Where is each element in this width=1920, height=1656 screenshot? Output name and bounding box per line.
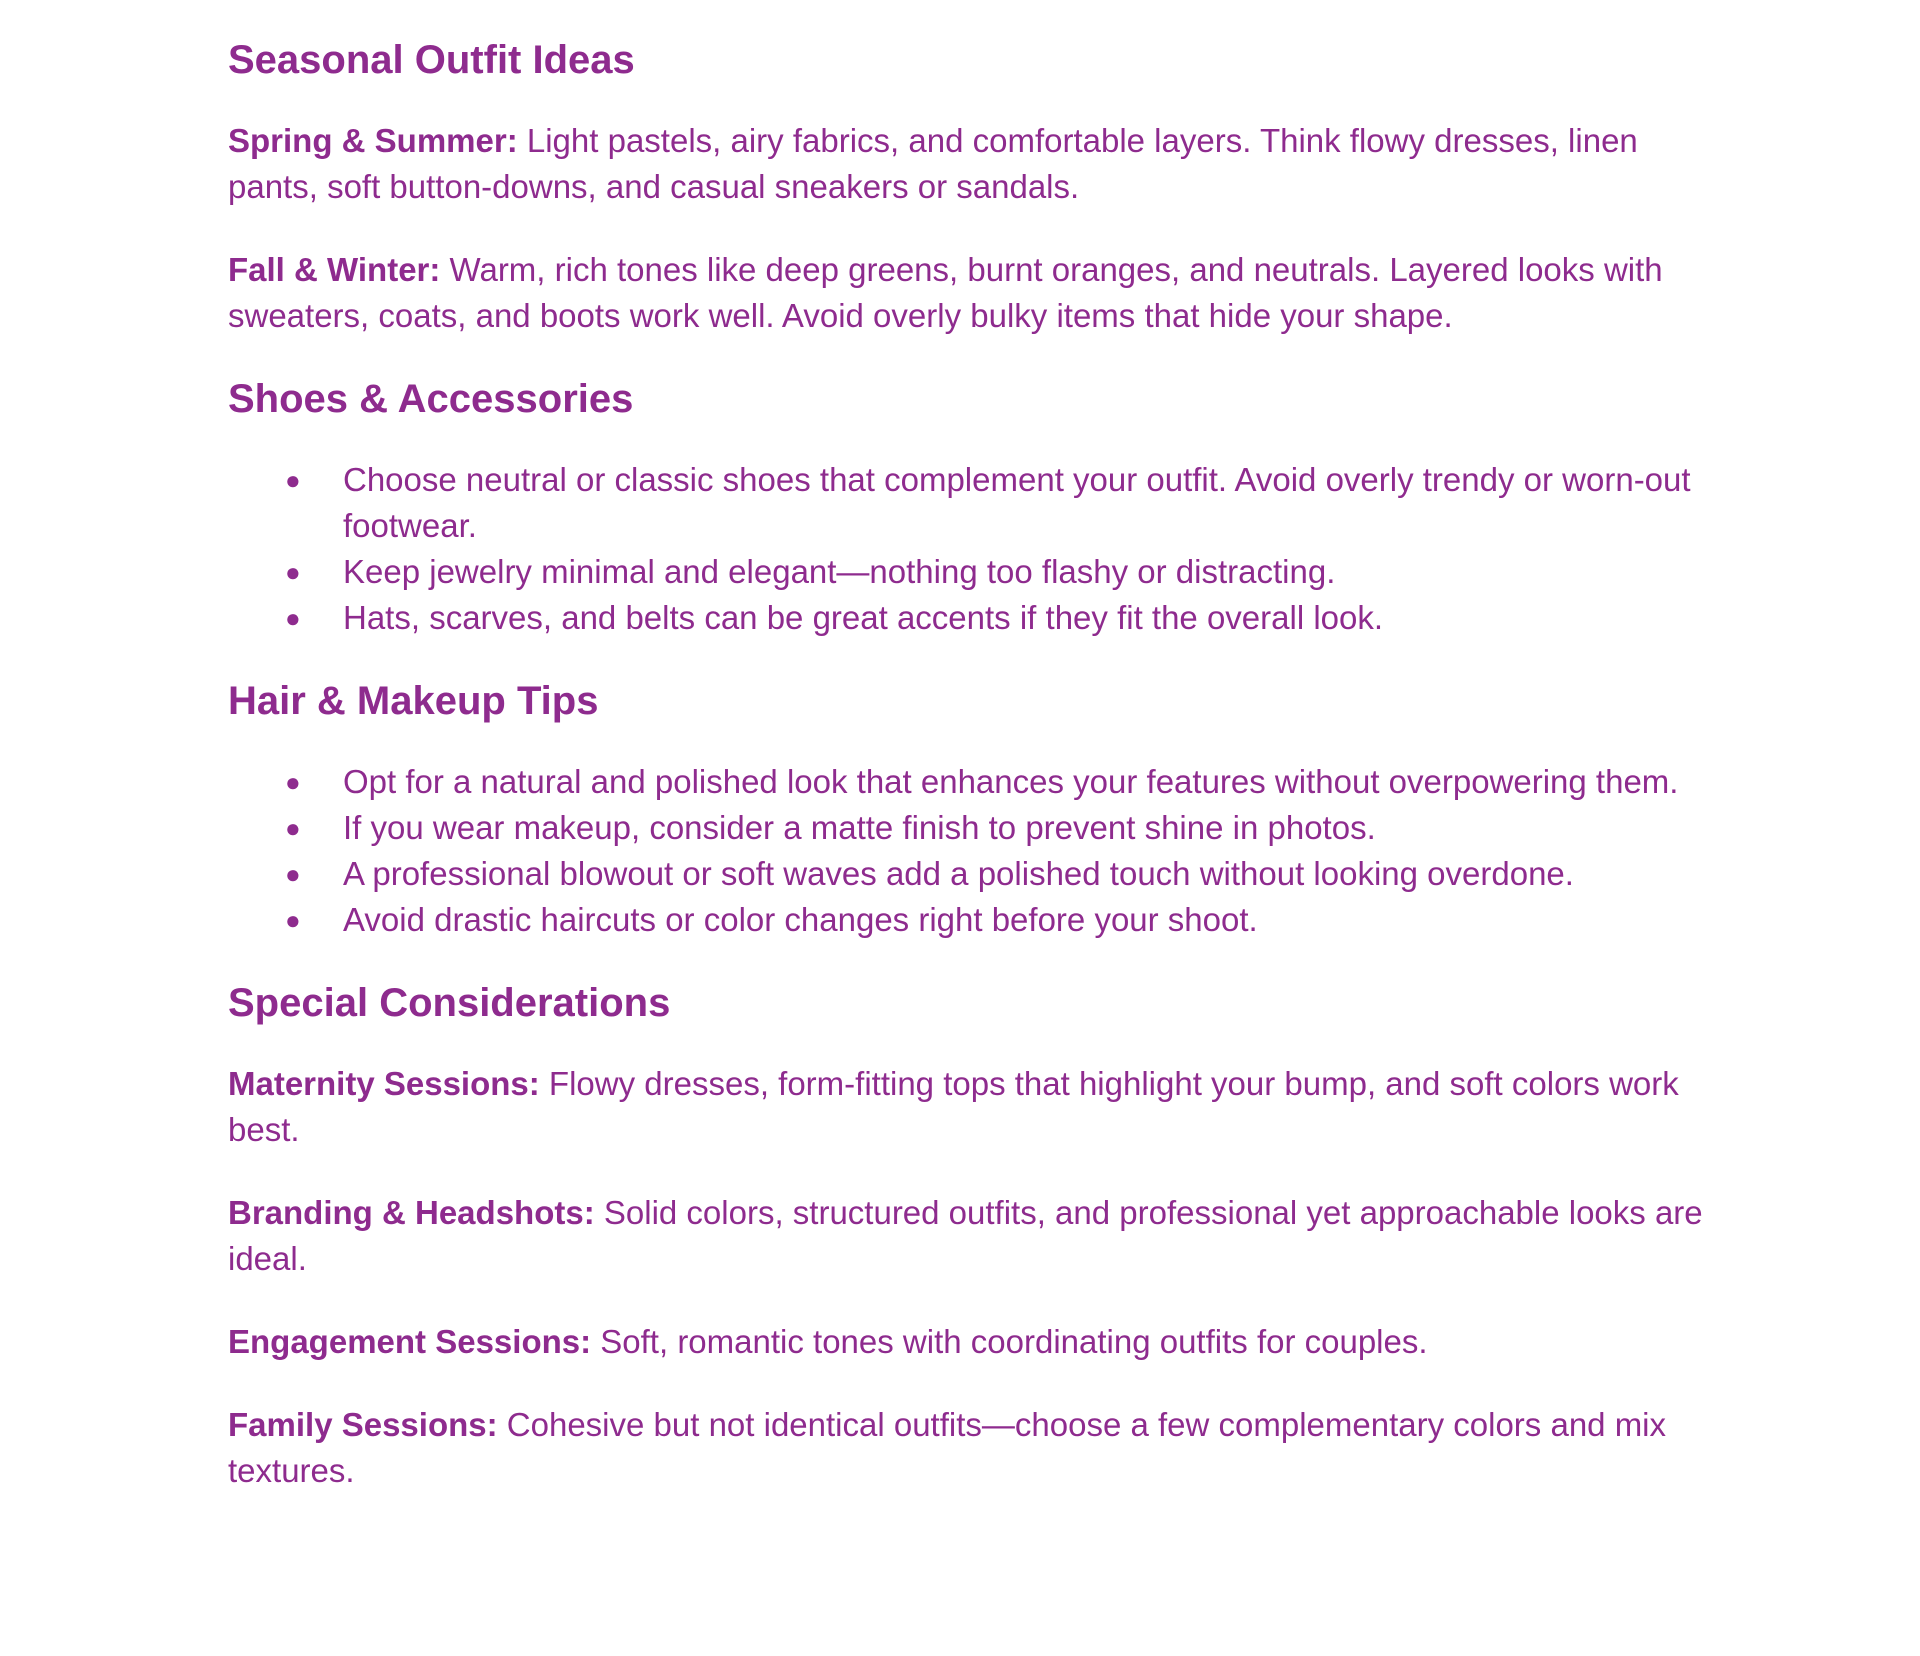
list-item-text: Avoid drastic haircuts or color changes right before your shoot. (343, 901, 1258, 938)
text-engagement: Soft, romantic tones with coordinating outfits for couples. (591, 1323, 1428, 1360)
heading-seasonal-outfit-ideas: Seasonal Outfit Ideas (228, 38, 635, 82)
list-shoes-accessories (228, 457, 1708, 641)
paragraph-fall-winter (228, 247, 1708, 339)
paragraph-family (228, 1402, 1708, 1494)
heading-special-considerations: Special Considerations (228, 981, 671, 1025)
list-item (228, 549, 1708, 595)
list-item-text: Choose neutral or classic shoes that complement your outfit. Avoid overly trendy or worn-out footwear. (343, 461, 1691, 544)
list-item-text: Keep jewelry minimal and elegant—nothing too flashy or distracting. (343, 553, 1336, 590)
list-item (228, 897, 1708, 943)
bullet-icon: ● (285, 603, 301, 633)
list-item (228, 595, 1708, 641)
label-family: Family Sessions: (228, 1406, 498, 1443)
document-content (228, 30, 1708, 1494)
list-hair-makeup (228, 759, 1708, 943)
bullet-icon: ● (285, 813, 301, 843)
paragraph-maternity (228, 1061, 1708, 1153)
list-item-text: Hats, scarves, and belts can be great accents if they fit the overall look. (343, 599, 1384, 636)
text-maternity: Flowy dresses, form-fitting tops that highlight your bump, and soft colors work best. (228, 1065, 1679, 1148)
label-engagement: Engagement Sessions: (228, 1323, 592, 1360)
text-family: Cohesive but not identical outfits—choose a few complementary colors and mix textures. (228, 1406, 1667, 1489)
text-fall-winter: Warm, rich tones like deep greens, burnt oranges, and neutrals. Layered looks with sweaters, coats, and boots work well. Avoid overly bulky items that hide your shape. (228, 251, 1663, 334)
paragraph-engagement (228, 1319, 1708, 1365)
text-spring-summer: Light pastels, airy fabrics, and comfortable layers. Think flowy dresses, linen pants, soft button-downs, and casual sneakers or sandals. (228, 122, 1638, 205)
label-maternity: Maternity Sessions: (228, 1065, 540, 1102)
list-item-text: A professional blowout or soft waves add a polished touch without looking overdone. (343, 855, 1574, 892)
paragraph-branding (228, 1190, 1708, 1282)
bullet-icon: ● (285, 859, 301, 889)
list-item (228, 805, 1708, 851)
list-item (228, 851, 1708, 897)
label-spring-summer: Spring & Summer: (228, 122, 518, 159)
bullet-icon: ● (285, 465, 301, 495)
heading-shoes-accessories: Shoes & Accessories (228, 377, 634, 421)
list-item (228, 759, 1708, 805)
label-branding: Branding & Headshots: (228, 1194, 595, 1231)
list-item-text: Opt for a natural and polished look that enhances your features without overpowering them. (343, 763, 1679, 800)
text-branding: Solid colors, structured outfits, and professional yet approachable looks are ideal. (228, 1194, 1703, 1277)
bullet-icon: ● (285, 557, 301, 587)
label-fall-winter: Fall & Winter: (228, 251, 441, 288)
heading-hair-makeup-tips: Hair & Makeup Tips (228, 679, 599, 723)
bullet-icon: ● (285, 767, 301, 797)
paragraph-spring-summer (228, 118, 1708, 210)
bullet-icon: ● (285, 905, 301, 935)
list-item (228, 457, 1708, 549)
list-item-text: If you wear makeup, consider a matte finish to prevent shine in photos. (343, 809, 1376, 846)
